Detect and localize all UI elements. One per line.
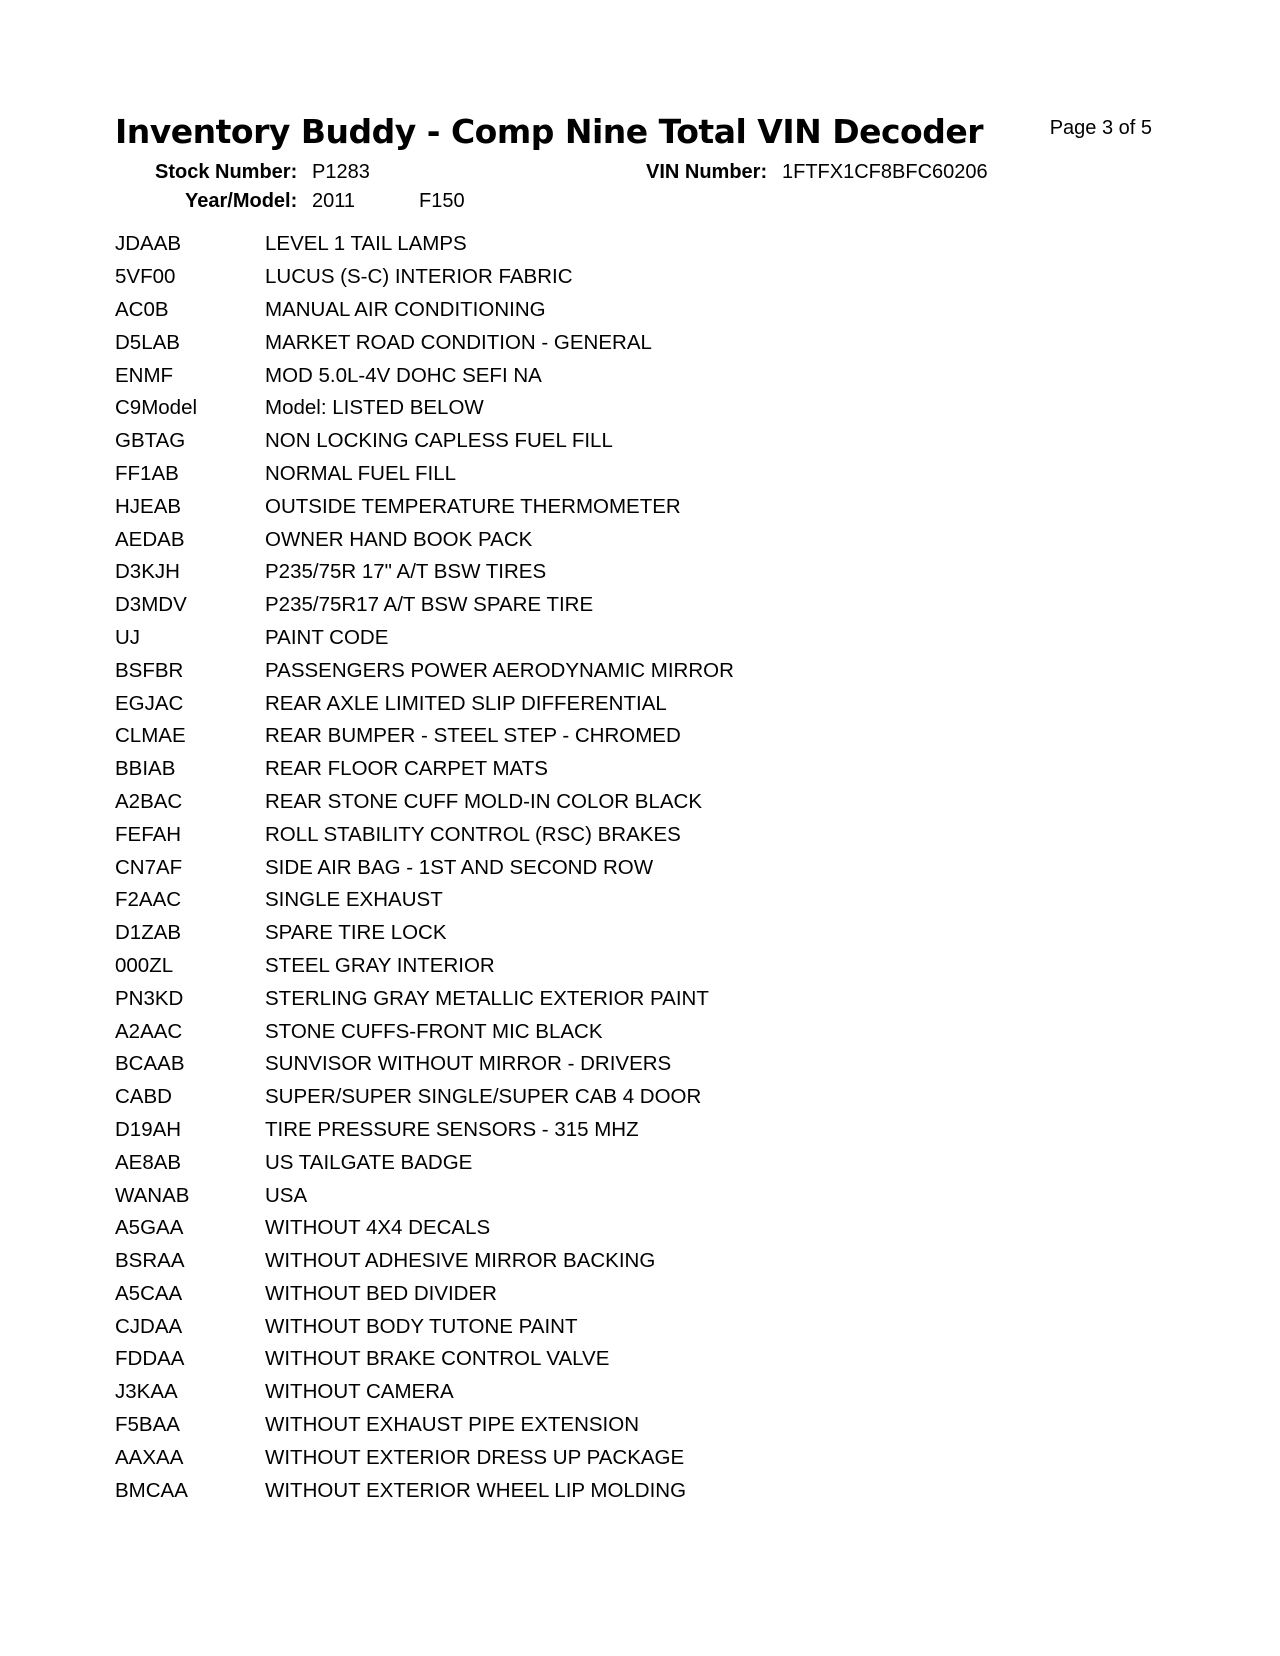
vin-number-label: VIN Number:	[646, 161, 768, 183]
option-code: CN7AF	[115, 855, 183, 879]
option-description: WITHOUT BRAKE CONTROL VALVE	[265, 1347, 610, 1371]
option-row	[115, 720, 734, 753]
option-row	[115, 687, 734, 720]
option-description: NON LOCKING CAPLESS FUEL FILL	[265, 429, 613, 453]
option-row	[115, 1409, 734, 1442]
option-code: A2AAC	[115, 1019, 183, 1043]
option-description: SINGLE EXHAUST	[265, 888, 443, 912]
option-row	[115, 523, 734, 556]
option-code: AE8AB	[115, 1150, 182, 1174]
option-code: A5CAA	[115, 1281, 183, 1305]
option-code: A2BAC	[115, 789, 183, 813]
year-model-label: Year/Model:	[185, 190, 298, 212]
option-code: AEDAB	[115, 527, 185, 551]
option-row	[115, 982, 734, 1015]
option-code: BSFBR	[115, 658, 184, 682]
option-description: WITHOUT 4X4 DECALS	[265, 1216, 491, 1240]
option-code: F2AAC	[115, 888, 182, 912]
option-row	[115, 884, 734, 917]
option-description: SIDE AIR BAG - 1ST AND SECOND ROW	[265, 855, 654, 879]
option-row	[115, 490, 734, 523]
year-value: 2011	[312, 190, 356, 212]
option-row	[115, 1310, 734, 1343]
model-value: F150	[419, 190, 465, 212]
option-row	[115, 1048, 734, 1081]
page-indicator: Page 3 of 5	[1049, 117, 1152, 139]
option-description: REAR FLOOR CARPET MATS	[265, 757, 548, 781]
option-description: MARKET ROAD CONDITION - GENERAL	[265, 330, 652, 354]
option-code: C9Model	[115, 396, 198, 420]
option-row	[115, 786, 734, 819]
option-code: FEFAH	[115, 822, 182, 846]
option-code: F5BAA	[115, 1413, 180, 1437]
stock-number-value: P1283	[312, 161, 370, 183]
option-code: PN3KD	[115, 986, 184, 1010]
option-row	[115, 1245, 734, 1278]
option-row	[115, 261, 734, 294]
option-code: BMCAA	[115, 1478, 188, 1502]
option-description: P235/75R17 A/T BSW SPARE TIRE	[265, 593, 594, 617]
option-code-list	[115, 228, 734, 1507]
option-code: CJDAA	[115, 1314, 183, 1338]
option-description: LEVEL 1 TAIL LAMPS	[265, 232, 467, 256]
option-description: WITHOUT EXTERIOR WHEEL LIP MOLDING	[265, 1478, 687, 1502]
option-row	[115, 1376, 734, 1409]
option-description: WITHOUT EXTERIOR DRESS UP PACKAGE	[265, 1445, 685, 1469]
option-row	[115, 359, 734, 392]
option-code: AC0B	[115, 297, 169, 321]
option-row	[115, 294, 734, 327]
option-description: PAINT CODE	[265, 625, 389, 649]
option-description: WITHOUT EXHAUST PIPE EXTENSION	[265, 1413, 639, 1437]
option-description: STEEL GRAY INTERIOR	[265, 953, 495, 977]
option-description: STERLING GRAY METALLIC EXTERIOR PAINT	[265, 986, 709, 1010]
option-code: BBIAB	[115, 757, 176, 781]
option-code: CABD	[115, 1085, 172, 1109]
option-code: J3KAA	[115, 1380, 178, 1404]
vin-number-value: 1FTFX1CF8BFC60206	[782, 161, 988, 183]
option-row	[115, 425, 734, 458]
option-row	[115, 458, 734, 491]
option-code: D3MDV	[115, 593, 187, 617]
option-row	[115, 1343, 734, 1376]
option-row	[115, 1081, 734, 1114]
option-description: OUTSIDE TEMPERATURE THERMOMETER	[265, 494, 681, 518]
option-row	[115, 1179, 734, 1212]
option-code: D3KJH	[115, 560, 180, 584]
option-code: D19AH	[115, 1117, 182, 1141]
option-row	[115, 326, 734, 359]
option-description: USA	[265, 1183, 308, 1207]
option-description: STONE CUFFS-FRONT MIC BLACK	[265, 1019, 603, 1043]
option-code: A5GAA	[115, 1216, 184, 1240]
option-row	[115, 1441, 734, 1474]
option-code: UJ	[115, 625, 141, 649]
option-description: P235/75R 17" A/T BSW TIRES	[265, 560, 547, 584]
option-description: REAR AXLE LIMITED SLIP DIFFERENTIAL	[265, 691, 667, 715]
option-row	[115, 228, 734, 261]
option-row	[115, 589, 734, 622]
option-code: D1ZAB	[115, 921, 182, 945]
option-description: ROLL STABILITY CONTROL (RSC) BRAKES	[265, 822, 681, 846]
option-description: US TAILGATE BADGE	[265, 1150, 473, 1174]
option-description: OWNER HAND BOOK PACK	[265, 527, 533, 551]
option-row	[115, 1114, 734, 1147]
option-row	[115, 917, 734, 950]
option-code: FDDAA	[115, 1347, 185, 1371]
option-code: FF1AB	[115, 461, 179, 485]
stock-number-label: Stock Number:	[155, 161, 298, 183]
option-description: MOD 5.0L-4V DOHC SEFI NA	[265, 363, 542, 387]
option-code: D5LAB	[115, 330, 180, 354]
option-description: REAR STONE CUFF MOLD-IN COLOR BLACK	[265, 789, 703, 813]
option-row	[115, 1278, 734, 1311]
option-code: CLMAE	[115, 724, 186, 748]
option-row	[115, 1015, 734, 1048]
option-row	[115, 818, 734, 851]
option-row	[115, 654, 734, 687]
option-code: ENMF	[115, 363, 174, 387]
option-code: AAXAA	[115, 1445, 184, 1469]
option-description: WITHOUT BED DIVIDER	[265, 1281, 497, 1305]
option-row	[115, 950, 734, 983]
option-description: REAR BUMPER - STEEL STEP - CHROMED	[265, 724, 681, 748]
option-row	[115, 1212, 734, 1245]
option-code: 5VF00	[115, 265, 176, 289]
option-row	[115, 753, 734, 786]
option-description: WITHOUT CAMERA	[265, 1380, 454, 1404]
option-code: JDAAB	[115, 232, 182, 256]
option-code: 000ZL	[115, 953, 174, 977]
option-description: LUCUS (S-C) INTERIOR FABRIC	[265, 265, 573, 289]
option-row	[115, 851, 734, 884]
option-row	[115, 622, 734, 655]
option-code: HJEAB	[115, 494, 182, 518]
option-code: BCAAB	[115, 1052, 185, 1076]
option-description: TIRE PRESSURE SENSORS - 315 MHZ	[265, 1117, 639, 1141]
option-row	[115, 1474, 734, 1507]
option-row	[115, 1146, 734, 1179]
option-description: SUNVISOR WITHOUT MIRROR - DRIVERS	[265, 1052, 672, 1076]
option-description: WITHOUT BODY TUTONE PAINT	[265, 1314, 578, 1338]
option-code: BSRAA	[115, 1249, 185, 1273]
option-description: MANUAL AIR CONDITIONING	[265, 297, 546, 321]
option-code: WANAB	[115, 1183, 190, 1207]
option-row	[115, 556, 734, 589]
option-row	[115, 392, 734, 425]
option-description: SUPER/SUPER SINGLE/SUPER CAB 4 DOOR	[265, 1085, 702, 1109]
option-code: GBTAG	[115, 429, 186, 453]
option-code: EGJAC	[115, 691, 184, 715]
option-description: PASSENGERS POWER AERODYNAMIC MIRROR	[265, 658, 734, 682]
option-description: NORMAL FUEL FILL	[265, 461, 456, 485]
option-description: WITHOUT ADHESIVE MIRROR BACKING	[265, 1249, 656, 1273]
option-description: SPARE TIRE LOCK	[265, 921, 447, 945]
page-title: Inventory Buddy - Comp Nine Total VIN Decoder	[115, 112, 983, 151]
option-description: Model: LISTED BELOW	[265, 396, 484, 420]
